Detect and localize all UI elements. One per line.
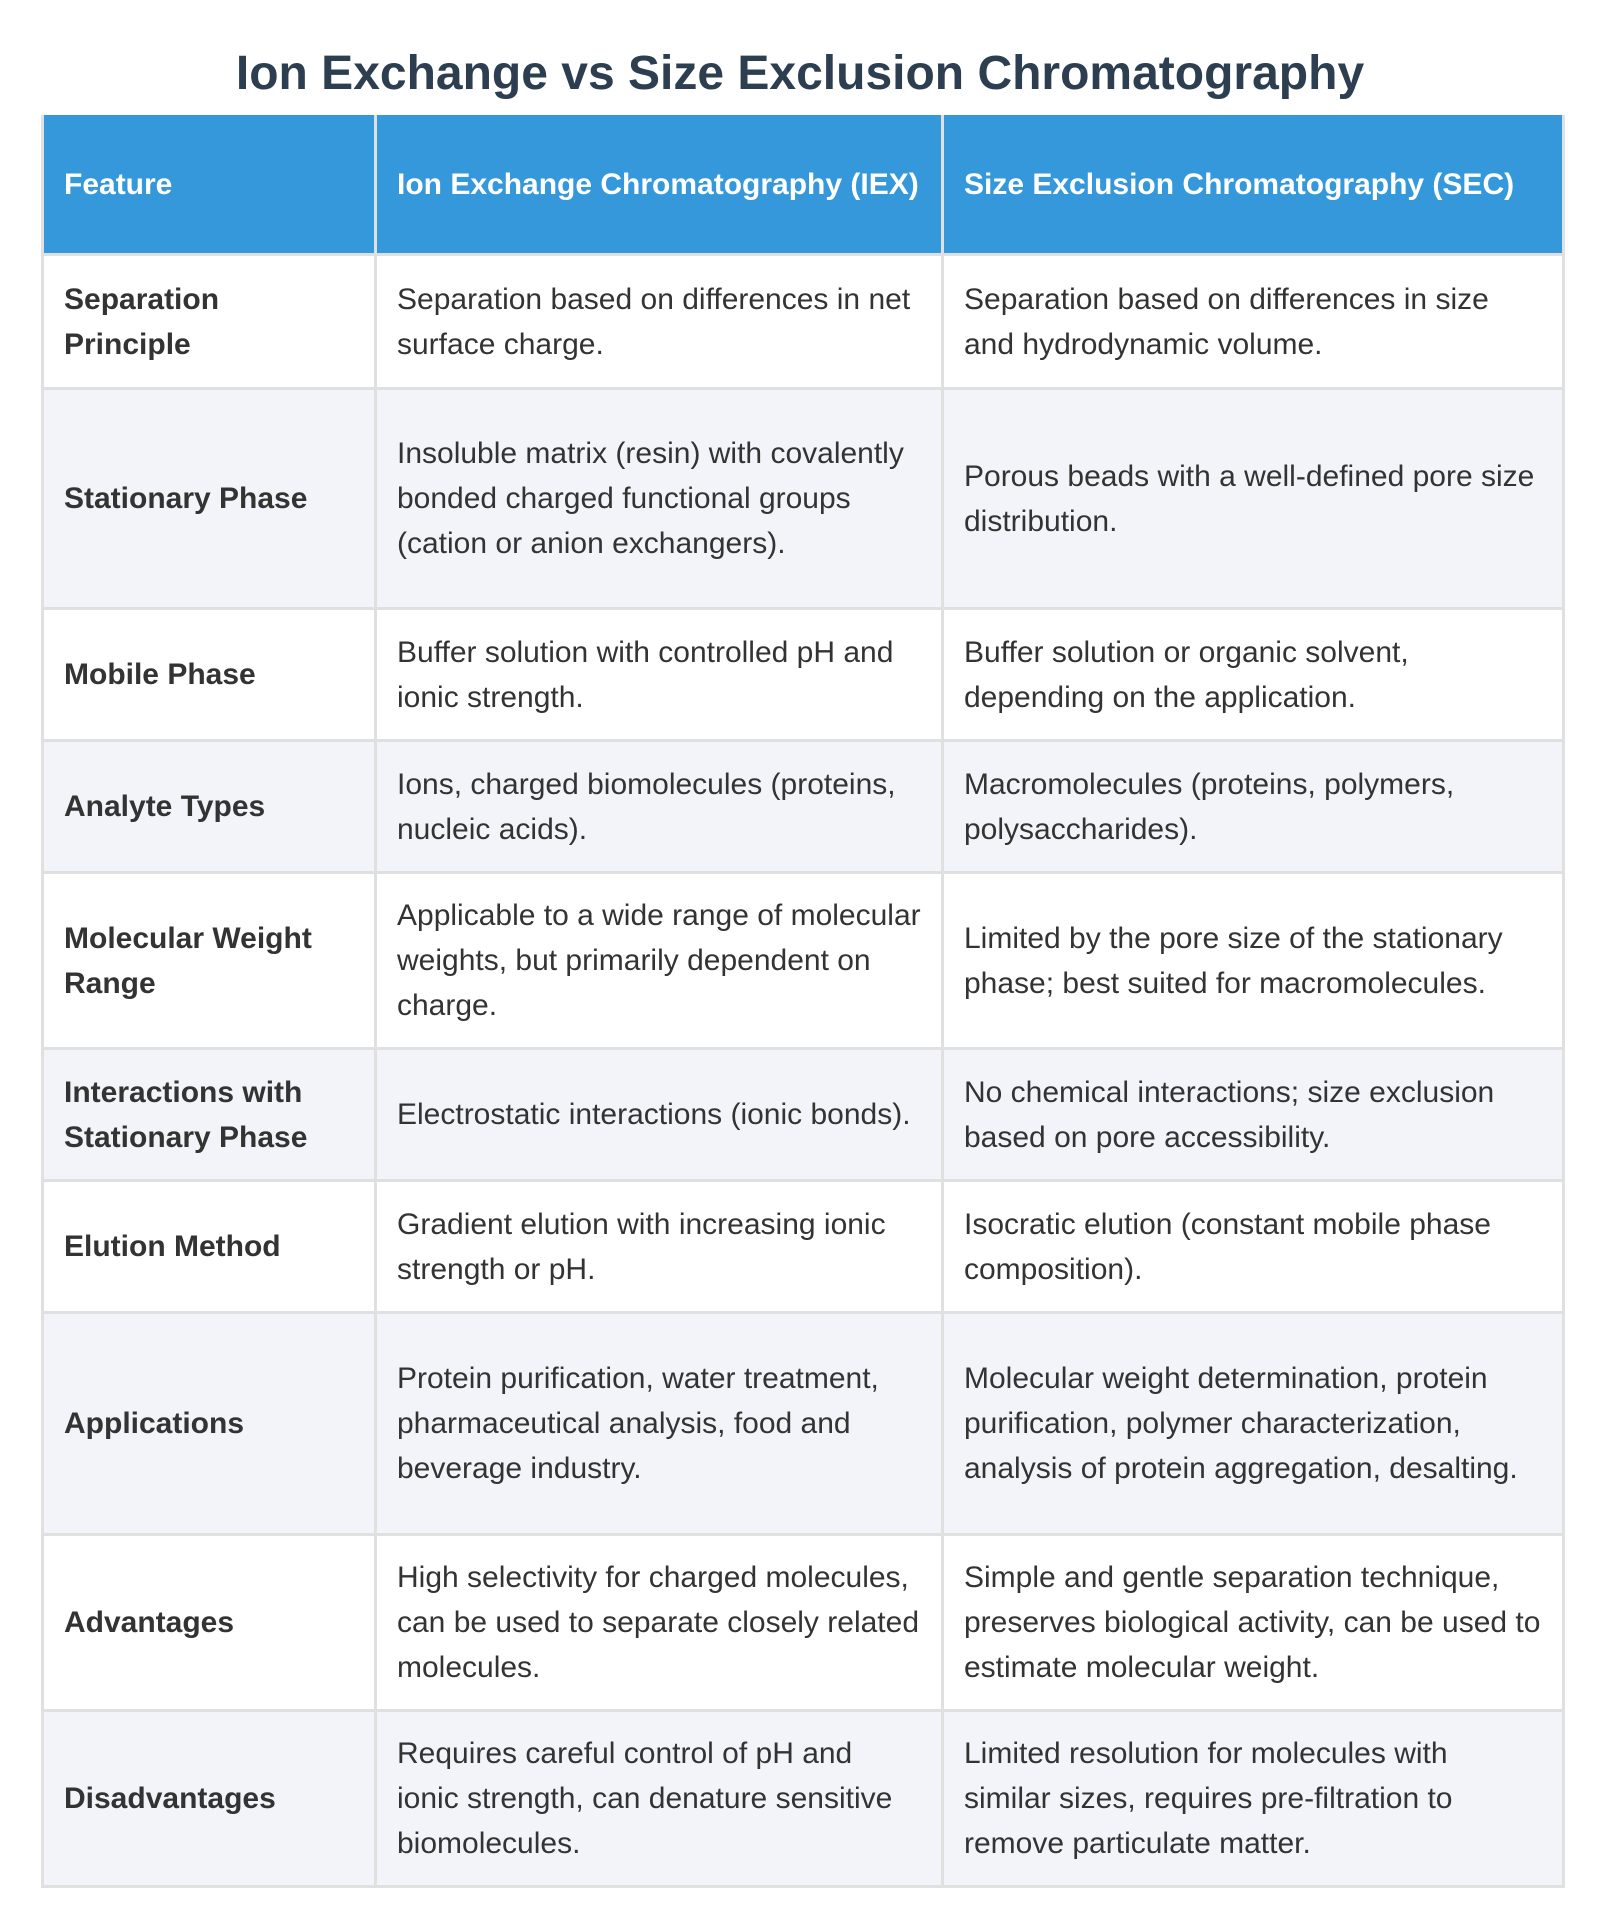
table-header xyxy=(43,115,1564,255)
table-row xyxy=(43,389,1564,609)
sec-cell: Buffer solution or organic solvent, depending on the application. xyxy=(943,609,1564,741)
feature-cell: Stationary Phase xyxy=(43,389,376,609)
table-row xyxy=(43,1711,1564,1887)
feature-cell: Analyte Types xyxy=(43,741,376,873)
table-row xyxy=(43,873,1564,1049)
iex-cell: Ions, charged biomolecules (proteins, nucleic acids). xyxy=(376,741,943,873)
table-row xyxy=(43,609,1564,741)
sec-cell: No chemical interactions; size exclusion based on pore accessibility. xyxy=(943,1049,1564,1181)
table-row xyxy=(43,1049,1564,1181)
column-header-sec: Size Exclusion Chromatography (SEC) xyxy=(943,115,1564,255)
sec-cell: Porous beads with a well-defined pore size distribution. xyxy=(943,389,1564,609)
feature-cell: Elution Method xyxy=(43,1181,376,1313)
sec-cell: Limited resolution for molecules with similar sizes, requires pre-filtration to remove particulate matter. xyxy=(943,1711,1564,1887)
table-row xyxy=(43,1535,1564,1711)
feature-cell: Applications xyxy=(43,1313,376,1535)
table-row xyxy=(43,741,1564,873)
sec-cell: Simple and gentle separation technique, preserves biological activity, can be used to estimate molecular weight. xyxy=(943,1535,1564,1711)
table-row xyxy=(43,1313,1564,1535)
table-row xyxy=(43,255,1564,389)
column-header-iex: Ion Exchange Chromatography (IEX) xyxy=(376,115,943,255)
page-title: Ion Exchange vs Size Exclusion Chromatography xyxy=(235,47,1365,100)
header-row xyxy=(43,115,1564,255)
iex-cell: Applicable to a wide range of molecular weights, but primarily dependent on charge. xyxy=(376,873,943,1049)
sec-cell: Isocratic elution (constant mobile phase composition). xyxy=(943,1181,1564,1313)
iex-cell: Electrostatic interactions (ionic bonds). xyxy=(376,1049,943,1181)
feature-cell: Advantages xyxy=(43,1535,376,1711)
feature-cell: Interactions with Stationary Phase xyxy=(43,1049,376,1181)
iex-cell: Buffer solution with controlled pH and ionic strength. xyxy=(376,609,943,741)
sec-cell: Macromolecules (proteins, polymers, polysaccharides). xyxy=(943,741,1564,873)
table-row xyxy=(43,1181,1564,1313)
feature-cell: Disadvantages xyxy=(43,1711,376,1887)
feature-cell: Separation Principle xyxy=(43,255,376,389)
sec-cell: Limited by the pore size of the stationary phase; best suited for macromolecules. xyxy=(943,873,1564,1049)
iex-cell: High selectivity for charged molecules, can be used to separate closely related molecules. xyxy=(376,1535,943,1711)
iex-cell: Protein purification, water treatment, pharmaceutical analysis, food and beverage industry. xyxy=(376,1313,943,1535)
sec-cell: Separation based on differences in size and hydrodynamic volume. xyxy=(943,255,1564,389)
comparison-table xyxy=(41,115,1565,1888)
iex-cell: Separation based on differences in net surface charge. xyxy=(376,255,943,389)
feature-cell: Mobile Phase xyxy=(43,609,376,741)
sec-cell: Molecular weight determination, protein purification, polymer characterization, analysis of protein aggregation, desalting. xyxy=(943,1313,1564,1535)
iex-cell: Gradient elution with increasing ionic strength or pH. xyxy=(376,1181,943,1313)
iex-cell: Insoluble matrix (resin) with covalently bonded charged functional groups (cation or anion exchangers). xyxy=(376,389,943,609)
column-header-feature: Feature xyxy=(43,115,376,255)
feature-cell: Molecular Weight Range xyxy=(43,873,376,1049)
iex-cell: Requires careful control of pH and ionic strength, can denature sensitive biomolecules. xyxy=(376,1711,943,1887)
table-body xyxy=(43,255,1564,1887)
